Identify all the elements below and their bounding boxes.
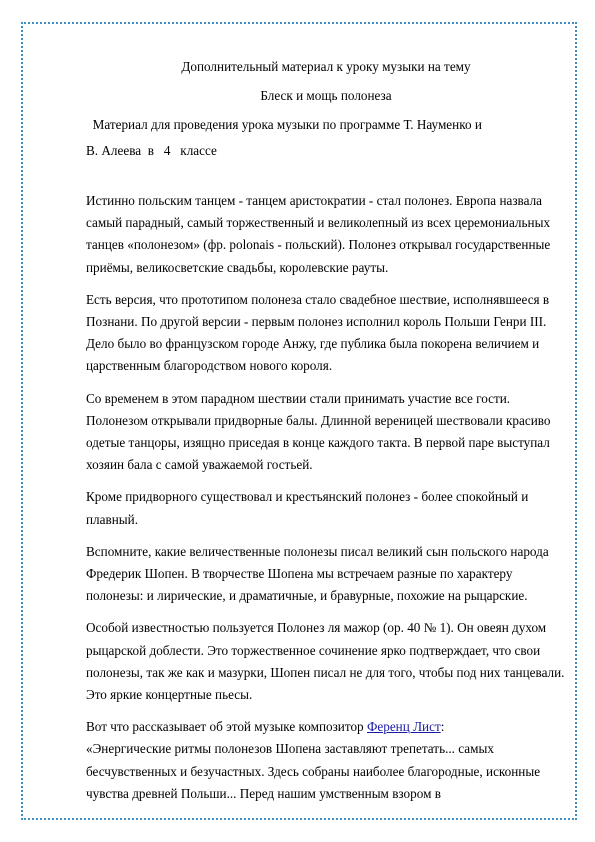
- liszt-quote: «Энергические ритмы полонезов Шопена заставляют трепетать... самых бесчувственных и безучастных. Здесь собраны наиболее благородные, исконные чувства древней Польши... Перед нашим умственным взором в: [86, 741, 541, 801]
- composer-link[interactable]: Ференц Лист: [366, 719, 441, 735]
- paragraph-4: Кроме придворного существовал и крестьянский полонез - более спокойный и плавный.: [86, 489, 529, 527]
- paragraph-2: Есть версия, что прототипом полонеза стало свадебное шествие, исполнявшееся в Познани. По другой версии - первым полонез исполнил король Польши Генри III. Дело было во французском городе Анжу, где публика была покорена величием и царственным благородством нового короля.: [86, 291, 550, 374]
- paragraph-5: Вспомните, какие величественные полонезы писал великий сын польского народа Фредерик Шопен. В творчестве Шопена мы встречаем разные по характеру полонезы: и лирические, и драматичные, и бравурные, похожие на рыцарские.: [86, 543, 549, 604]
- paragraph-7: [86, 716, 566, 805]
- paragraph-7-colon: :: [440, 719, 445, 735]
- paragraph-6: Особой известностью пользуется Полонез ля мажор (ор. 40 № 1). Он овеян духом рыцарской доблести. Это торжественное сочинение ярко подтверждает, что свои полонезы, так же как и мазурки, Шопен писал не для того, чтобы под них танцевали. Это яркие концертные пьесы.: [86, 620, 565, 703]
- program-line: Материал для проведения урока музыки по программе Т. Науменко и: [86, 117, 482, 132]
- paragraph-7-intro: Вот что рассказывает об этой музыке композитор: [86, 719, 367, 735]
- document-body: [86, 56, 566, 805]
- document-heading: Дополнительный материал к уроку музыки на тему: [181, 59, 471, 74]
- paragraph-3: Со временем в этом парадном шествии стали принимать участие все гости. Полонезом открывали придворные балы. Длинной вереницей шествовали красиво одетые танцоры, изящно приседая в конце каждого такта. В первой паре выступал хозяин бала с самой уважаемой гостьей.: [86, 390, 551, 473]
- document-topic: Блеск и мощь полонеза: [260, 88, 392, 103]
- grade-line: В. Алеева в 4 классе: [86, 143, 217, 158]
- paragraph-1: Истинно польским танцем - танцем аристократии - стал полонез. Европа назвала самый парадный, самый торжественный и великолепный из всех церемониальных танцев «полонезом» (фр. polonais - польский). Полонез открывал государственные приёмы, великосветские свадьбы, королевские рауты.: [86, 193, 551, 275]
